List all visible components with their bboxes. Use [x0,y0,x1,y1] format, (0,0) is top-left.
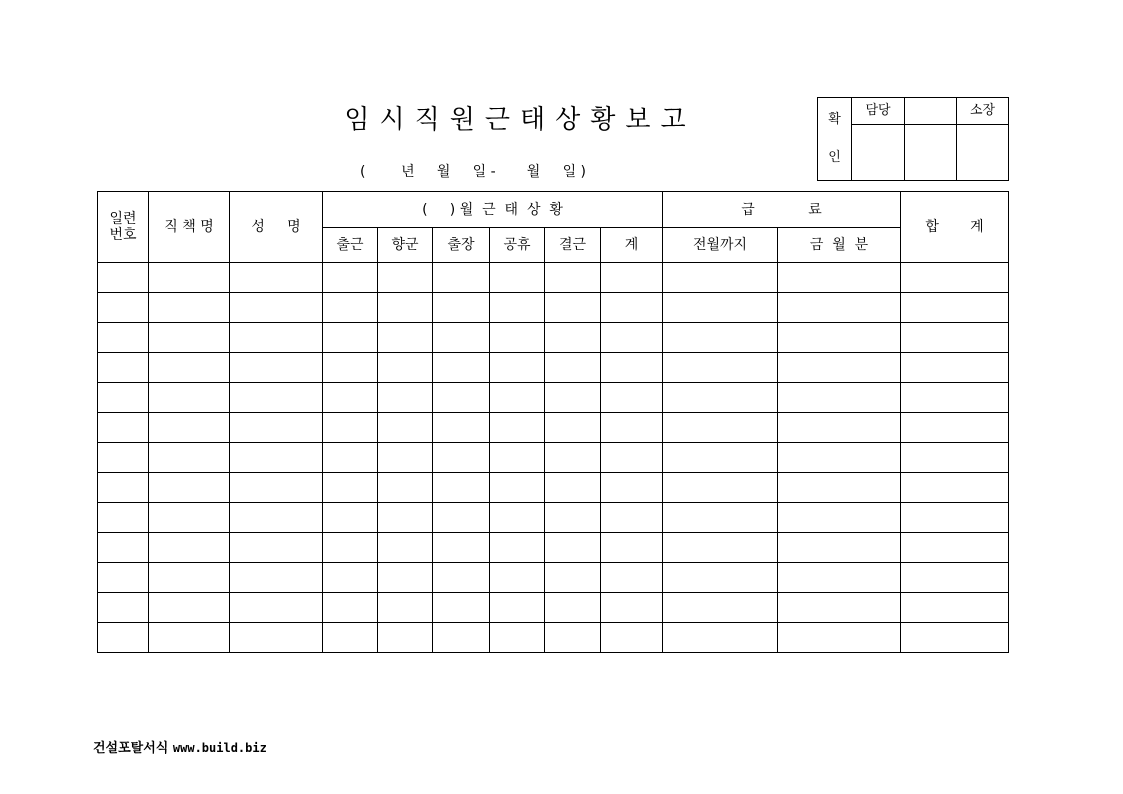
header-attend-absent: 결근 [545,228,601,263]
table-cell[interactable] [378,473,433,503]
approval-box [817,97,1009,181]
table-cell[interactable] [98,443,149,473]
table-cell[interactable] [433,323,490,353]
table-cell[interactable] [378,593,433,623]
table-cell[interactable] [778,503,901,533]
table-cell[interactable] [323,533,378,563]
table-cell[interactable] [663,473,778,503]
table-cell[interactable] [778,263,901,293]
table-cell[interactable] [601,293,663,323]
table-cell[interactable] [663,503,778,533]
table-cell[interactable] [545,473,601,503]
table-cell[interactable] [490,503,545,533]
attendance-table [97,191,1009,653]
table-cell[interactable] [378,263,433,293]
table-cell[interactable] [433,623,490,653]
table-row [98,413,1009,443]
table-cell[interactable] [323,323,378,353]
table-cell[interactable] [545,533,601,563]
table-cell[interactable] [98,563,149,593]
table-cell[interactable] [901,473,1009,503]
approval-label [818,98,852,181]
table-cell[interactable] [230,263,323,293]
table-cell[interactable] [98,413,149,443]
table-cell[interactable] [149,323,230,353]
table-cell[interactable] [149,443,230,473]
table-cell[interactable] [663,293,778,323]
table-cell[interactable] [149,473,230,503]
table-cell[interactable] [433,413,490,443]
table-cell[interactable] [98,473,149,503]
approval-role-blank [905,98,957,125]
table-cell[interactable] [778,473,901,503]
table-row [98,353,1009,383]
table-cell[interactable] [601,383,663,413]
table-cell[interactable] [98,293,149,323]
table-cell[interactable] [149,623,230,653]
table-cell[interactable] [663,443,778,473]
table-cell[interactable] [545,353,601,383]
table-cell[interactable] [778,623,901,653]
table-row [98,563,1009,593]
header-attend-reserve: 향군 [378,228,433,263]
table-row [98,383,1009,413]
table-cell[interactable] [490,473,545,503]
table-cell[interactable] [98,623,149,653]
table-cell[interactable] [149,293,230,323]
table-cell[interactable] [663,323,778,353]
table-cell[interactable] [778,383,901,413]
header-attend-trip: 출장 [433,228,490,263]
table-cell[interactable] [901,533,1009,563]
table-cell[interactable] [490,413,545,443]
table-cell[interactable] [98,353,149,383]
table-cell[interactable] [490,353,545,383]
table-cell[interactable] [545,503,601,533]
table-cell[interactable] [230,533,323,563]
footer [93,737,267,756]
table-cell[interactable] [323,263,378,293]
table-cell[interactable] [323,353,378,383]
table-cell[interactable] [378,383,433,413]
table-cell[interactable] [230,563,323,593]
table-cell[interactable] [601,263,663,293]
approval-role-director: 소장 [957,98,1009,125]
table-cell[interactable] [98,383,149,413]
footer-url[interactable]: www.build.biz [172,741,267,755]
table-cell[interactable] [323,383,378,413]
table-cell[interactable] [149,593,230,623]
table-cell[interactable] [601,443,663,473]
table-cell[interactable] [778,323,901,353]
table-cell[interactable] [433,443,490,473]
table-cell[interactable] [545,443,601,473]
table-row [98,263,1009,293]
table-cell[interactable] [98,323,149,353]
table-cell[interactable] [490,443,545,473]
table-cell[interactable] [545,263,601,293]
table-cell[interactable] [433,563,490,593]
table-cell[interactable] [98,593,149,623]
table-cell[interactable] [149,263,230,293]
table-row [98,293,1009,323]
table-cell[interactable] [149,353,230,383]
table-cell[interactable] [323,503,378,533]
footer-brand: 건설포탈서식 [93,741,169,756]
table-cell[interactable] [545,293,601,323]
table-cell[interactable] [545,383,601,413]
header-name: 성 명 [230,192,323,263]
table-cell[interactable] [901,413,1009,443]
table-cell[interactable] [778,593,901,623]
header-attend-holiday: 공휴 [490,228,545,263]
table-row [98,323,1009,353]
table-cell[interactable] [323,293,378,323]
table-cell[interactable] [601,593,663,623]
table-row [98,503,1009,533]
table-cell[interactable] [778,533,901,563]
table-cell[interactable] [901,623,1009,653]
table-cell[interactable] [433,473,490,503]
table-cell[interactable] [545,413,601,443]
table-cell[interactable] [230,503,323,533]
header-total: 합 계 [901,192,1009,263]
table-cell[interactable] [378,323,433,353]
table-row [98,593,1009,623]
table-cell[interactable] [433,383,490,413]
reporting-period: ( 년 월 일 - 월 일 ) [360,164,587,180]
table-cell[interactable] [601,533,663,563]
table-cell[interactable] [778,443,901,473]
table-cell[interactable] [545,593,601,623]
table-cell[interactable] [663,413,778,443]
table-cell[interactable] [601,503,663,533]
table-cell[interactable] [490,593,545,623]
table-cell[interactable] [433,263,490,293]
table-cell[interactable] [323,563,378,593]
table-cell[interactable] [601,413,663,443]
table-cell[interactable] [601,473,663,503]
table-cell[interactable] [601,563,663,593]
approval-label-top: 확 [828,112,841,127]
table-cell[interactable] [378,353,433,383]
table-cell[interactable] [378,563,433,593]
table-cell[interactable] [230,293,323,323]
table-cell[interactable] [545,323,601,353]
table-cell[interactable] [490,533,545,563]
table-cell[interactable] [433,503,490,533]
table-cell[interactable] [901,503,1009,533]
table-cell[interactable] [663,593,778,623]
table-cell[interactable] [433,353,490,383]
table-cell[interactable] [98,503,149,533]
table-cell[interactable] [490,293,545,323]
table-cell[interactable] [601,323,663,353]
table-cell[interactable] [901,323,1009,353]
table-cell[interactable] [149,563,230,593]
table-cell[interactable] [433,593,490,623]
approval-sign-blank[interactable] [905,125,957,181]
table-cell[interactable] [901,263,1009,293]
table-cell[interactable] [323,443,378,473]
table-cell[interactable] [433,293,490,323]
table-cell[interactable] [378,623,433,653]
table-cell[interactable] [490,563,545,593]
table-cell[interactable] [323,413,378,443]
table-cell[interactable] [98,263,149,293]
header-salary-group: 급 료 [663,192,901,228]
header-attend-work: 출근 [323,228,378,263]
table-cell[interactable] [378,503,433,533]
table-cell[interactable] [378,413,433,443]
table-cell[interactable] [601,623,663,653]
table-cell[interactable] [663,533,778,563]
approval-label-bottom: 인 [828,150,841,165]
table-cell[interactable] [778,563,901,593]
table-cell[interactable] [230,593,323,623]
header-attendance-group: ( ) 월 근 태 상 황 [323,192,663,228]
table-row [98,533,1009,563]
table-cell[interactable] [601,353,663,383]
table-cell[interactable] [323,593,378,623]
table-cell[interactable] [663,563,778,593]
table-cell[interactable] [323,623,378,653]
table-cell[interactable] [490,383,545,413]
table-cell[interactable] [663,383,778,413]
table-cell[interactable] [230,323,323,353]
table-cell[interactable] [663,623,778,653]
header-position: 직 책 명 [149,192,230,263]
table-cell[interactable] [378,533,433,563]
table-cell[interactable] [901,293,1009,323]
table-cell[interactable] [490,323,545,353]
table-cell[interactable] [323,473,378,503]
table-cell[interactable] [149,383,230,413]
table-cell[interactable] [433,533,490,563]
table-cell[interactable] [230,623,323,653]
table-cell[interactable] [778,293,901,323]
table-cell[interactable] [490,623,545,653]
table-cell[interactable] [149,413,230,443]
document-title: 임시직원근태상황보고 [344,105,696,135]
approval-role-manager: 담당 [852,98,905,125]
table-cell[interactable] [378,293,433,323]
table-cell[interactable] [230,353,323,383]
header-salary-current: 금 월 분 [778,228,901,263]
table-cell[interactable] [778,353,901,383]
approval-sign-director[interactable] [957,125,1009,181]
table-cell[interactable] [901,593,1009,623]
table-cell[interactable] [778,413,901,443]
table-cell[interactable] [901,383,1009,413]
header-attend-subtotal: 계 [601,228,663,263]
table-cell[interactable] [901,563,1009,593]
table-cell[interactable] [230,473,323,503]
table-cell[interactable] [901,443,1009,473]
table-cell[interactable] [149,503,230,533]
table-cell[interactable] [149,533,230,563]
header-salary-prev: 전월까지 [663,228,778,263]
table-cell[interactable] [378,443,433,473]
table-cell[interactable] [230,443,323,473]
table-cell[interactable] [98,533,149,563]
approval-sign-manager[interactable] [852,125,905,181]
table-cell[interactable] [545,623,601,653]
table-cell[interactable] [663,263,778,293]
table-cell[interactable] [230,383,323,413]
table-cell[interactable] [490,263,545,293]
table-body [98,263,1009,653]
table-row [98,623,1009,653]
table-cell[interactable] [230,413,323,443]
table-cell[interactable] [901,353,1009,383]
table-row [98,443,1009,473]
table-row [98,473,1009,503]
header-serial-number: 일련 번호 [98,192,149,263]
table-cell[interactable] [663,353,778,383]
table-cell[interactable] [545,563,601,593]
